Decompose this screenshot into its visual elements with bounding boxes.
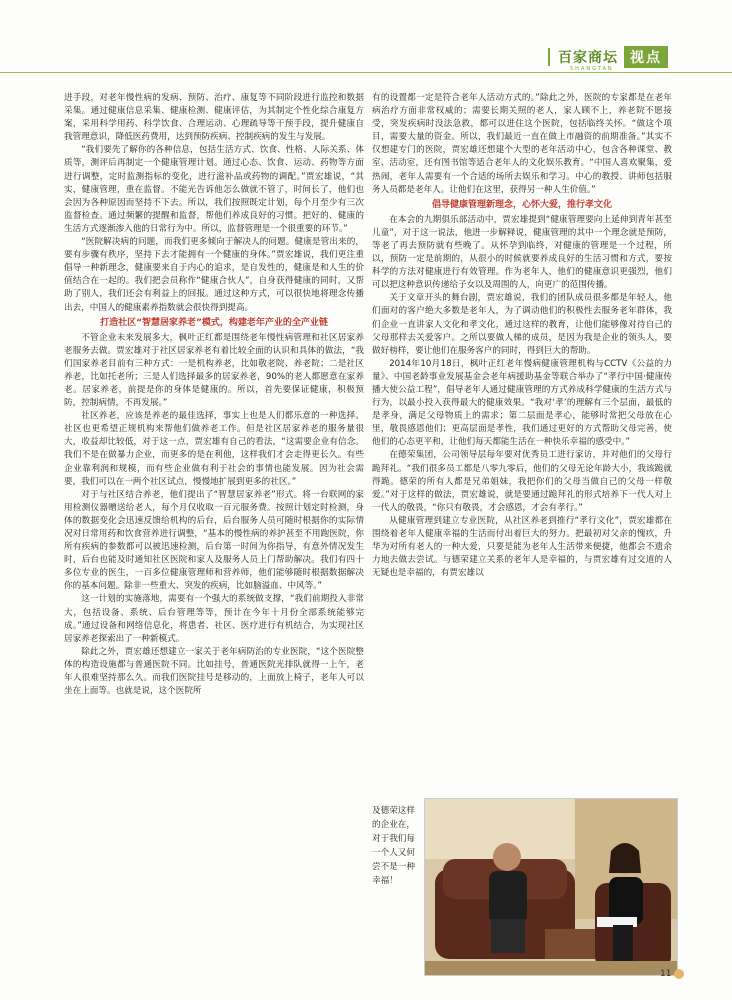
- paragraph: 社区养老，应该是养老的最佳选择，事实上也是人们都乐意的一种选择。社区也更希望正规机构来帮他们做养老工作。但是社区居家养老的服务量很大，收益却比较低，对于这一点，贾宏雄有自己的看法，“这需要企业有信念。我们不是在做暴力企业，而更多的是在利他，这样我们才会走得更长久。有些企业靠利润和规模，而有些企业做有利于社会的事情也能发展。因为社会需要，我们可以在一两个社区试点，慢慢地扩展到更多的社区。”: [64, 411, 364, 487]
- article-column-left: [64, 92, 364, 950]
- page-number: 11: [660, 969, 672, 979]
- paragraph: 有的设置都一定是符合老年人活动方式的。”除此之外，医院的专家都是在老年病治疗方面非常权威的；需要长期关照的老人，家人顾不上，养老院不愿接受，突发疾病时没法急救，都可以进住这个医院，包括临终关怀。“做这个项目，需要大量的资金。所以，我们最近一直在做上市融资的前期准备。”其实不仅想建专门的医院，贾宏雄还想建个大型的老年活动中心，包含各种课堂、教室、活动室，还有图书馆等适合老年人的文化娱乐教育。“中国人喜欢聚集，爱热闹，老年人需要有一个合适的场所去娱乐和学习。中心的教授、讲师包括服务人员都是老年人。让他们在这里，获得另一种人生价值。”: [372, 93, 672, 195]
- section-header: [548, 46, 668, 68]
- paragraph: 除此之外，贾宏雄还想建立一家关于老年病防治的专业医院，“这个医院整体的构造设施都与普通医院不同。比如挂号，普通医院光排队就得一上午，老年人很难坚持那么久。而我们医院挂号是移动的，上面放上椅子，老年人可以坐在上面等。也就是说，这个医院所: [64, 646, 364, 697]
- page-folio: [660, 969, 684, 979]
- article-column-right: [372, 92, 672, 802]
- folio-marker-icon: [674, 969, 684, 979]
- subheading: 倡导健康管理新理念，心怀大爱，推行孝文化: [431, 199, 612, 210]
- paragraph: 2014年10月18日，枫叶正红老年慢病健康管理机构与CCTV《公益的力量》、中国老龄事业发展基金会老年病援助基金等联合举办了“孝行中国·健康传播大使公益工程”，倡导老年人通过健康管理的方式养成科学健康的生活方式与行为，以最小投入获得最大的健康效果。“我对‘孝’的理解有三个层面，最低的是孝身，满足父母物质上的需求；第二层面是孝心，能够时常把父母放在心里，敬畏感恩他们；更高层面是孝性，我们通过更好的方式帮助父母完善，使他们的心态更平和，让他们每天都能生活在一种快乐幸福的感受中。”: [372, 358, 672, 448]
- paragraph: “我们要先了解你的各种信息，包括生活方式、饮食、性格、人际关系、体质等，测评后再制定一个健康管理计划。通过心态、饮食、运动、药物等方面进行调整，定时监测指标的变化，进行滋补品或药物的调配。”贾宏雄说，“其实，健康管理，重在监督。不能光告诉他怎么做就不管了，时间长了，他们也会因为各种原因而坚持不下去。所以，我们按照既定计划，每个月至少有三次监督检查。通过频繁的提醒和监督，帮他们养成良好的习惯。把好的、健康的生活方式逐渐渗入他的日常行为中。所以，监督管理是一个很重要的环节。”: [64, 145, 364, 234]
- paragraph: 从健康管理到建立专业医院，从社区养老到推行“孝行文化”，贾宏雄都在围绕着老年人健康幸福的生活而付出着巨大的努力。把最初对父亲的愧疚，升华为对所有老人的一种大爱，只要是能为老年人生活带来便捷，他都会不遗余力地去做去尝试。与德荣建立关系的老年人是幸福的，与贾宏雄有过交道的人无疑也是幸福的，有贾宏雄以: [372, 515, 672, 579]
- paragraph: “医院解决病的问题，而我们更多倾向于解决人的问题。健康是管出来的，要有步骤有秩序，坚持下去才能拥有一个健康的身体。”贾宏雄说，我们更注重倡导一种新理念，健康要来自于内心的追求，是自发性的，健康是和人生的价值结合在一起的。我们把会员称作“健康合伙人”，自身获得健康的同时，又帮助了别人，我们还会有利益上的回报。通过这种方式，可以很快地将理念传播出去，中国人的健康素养指数就会很快得到提高。: [64, 237, 364, 313]
- column-brand-pinyin: SHANGTAN: [570, 66, 614, 72]
- column-brand: 百家商坛: [558, 50, 618, 66]
- paragraph: 对于与社区结合养老，他们提出了“智慧居家养老”形式。将一台联网的家用检测仪器赠送给老人，每个月仅收取一百元服务费。按照计划定时检测，身体的数据变化会迅速反馈给机构的后台，后台服务人员可随时根据你的实际情况对日常用药和饮食营养进行调整，“基本的慢性病的养护甚至不用跑医院，你所有疾病的参数都可以被迅速检测，后台第一时间为你指导，有意外情况发生时，后台也能及时通知社区医院和家人及服务人员上门帮助解决。我们有四十多位专业的医生，一百多位健康管理师和营养师，他们能够随时根据数据解决你的基本问题。除非一些重大、突发的疾病，比如脑溢血、中风等。”: [64, 489, 364, 592]
- paragraph: 不管企业未来发展多大，枫叶正红都是围绕老年慢性病管理和社区居家养老服务去做。贾宏雄对于社区居家养老有着比较全面的认识和具体的做法，“我们国家养老目前有三种方式：一是机构养老，比如敬老院、养老院；二是社区养老，比如托老所；三是人们选择最多的居家养老，90%的老人都愿意在家养老。居家养老，前提是你的身体是健康的。所以，首先要保证健康，积极预防，控制病情，不再发展。”: [64, 332, 364, 409]
- paragraph: 在德荣集团，公司领导层每年要对优秀员工进行家访，并对他们的父母行跪拜礼。“我们很多员工都是八零九零后，他们的父母无论年龄大小，我该跪就得跪。德荣的所有人都是兄弟姐妹，我把你们的父母当做自己的父母一样敬爱。”对于这样的做法，贾宏雄说，就是要通过跪拜礼的形式培养下一代人对上一代人的敬畏，“你只有敬畏，才会感恩，才会有孝行。”: [372, 450, 672, 513]
- section-tag: 视点: [624, 46, 668, 68]
- header-rule: [0, 72, 732, 73]
- header-bracket: [548, 48, 554, 66]
- paragraph: 在本会的九期俱乐部活动中，贾宏雄提到“健康管理要向上延伸到青年甚至儿童”，对于这一说法，他进一步解释说，健康管理的其中一个理念就是预防，等老了再去预防就有些晚了。从怀孕到临终，对健康的管理是一个过程，所以，预防一定是前期的，从很小的时候就要养成良好的生活习惯和方式，要按科学的方法对健康进行有效管理。作为老年人，他们的健康意识更强烈，他们可以把这种意识传递给子女以及周围的人，向更广的范围传播。: [372, 214, 672, 291]
- interview-illustration: [425, 799, 677, 975]
- photo-wrap-text: 及德荣这样的企业在，对于我们每一个人又何尝不是一种幸福！: [372, 806, 415, 886]
- paragraph: 这一计划的实施落地，需要有一个强大的系统做支撑，“我们前期投入非常大，包括设备、系统、后台管理等等，预计在今年十月份全部系统能够完成。”通过设备和网络信息化，将患者、社区、医疗进行有机结合，为实现社区居家养老探索出了一种新模式。: [64, 594, 364, 644]
- subheading: 打造社区“智慧居家养老”模式，构建老年产业的全产业链: [100, 317, 328, 328]
- interview-photo: [424, 798, 678, 976]
- paragraph: 进手段，对老年慢性病的发病、预防、治疗、康复等不同阶段进行监控和数据采集。通过健康信息采集、健康检测、健康评估，为其制定个性化综合康复方案，采用科学用药、科学饮食、合理运动、心理疏导等干预手段，提升健康自我管理意识，降低医药费用，达到预防疾病、控制疾病的发生与发展。: [64, 93, 364, 143]
- paragraph: 关于文章开头的舞台剧，贾宏雄说，我们的团队成员很多都是年轻人，他们面对的客户绝大多数是老年人，为了调动他们的积极性去服务老年群体，我们企业一直讲家人文化和孝文化，通过这样的教育，让他们能够像对待自己的父母那样去关爱客户。之所以要做人梯的成员，是因为我是企业的领头人，要做好榜样，要让他们在服务客户的同时，得到巨大的帮助。: [372, 293, 672, 356]
